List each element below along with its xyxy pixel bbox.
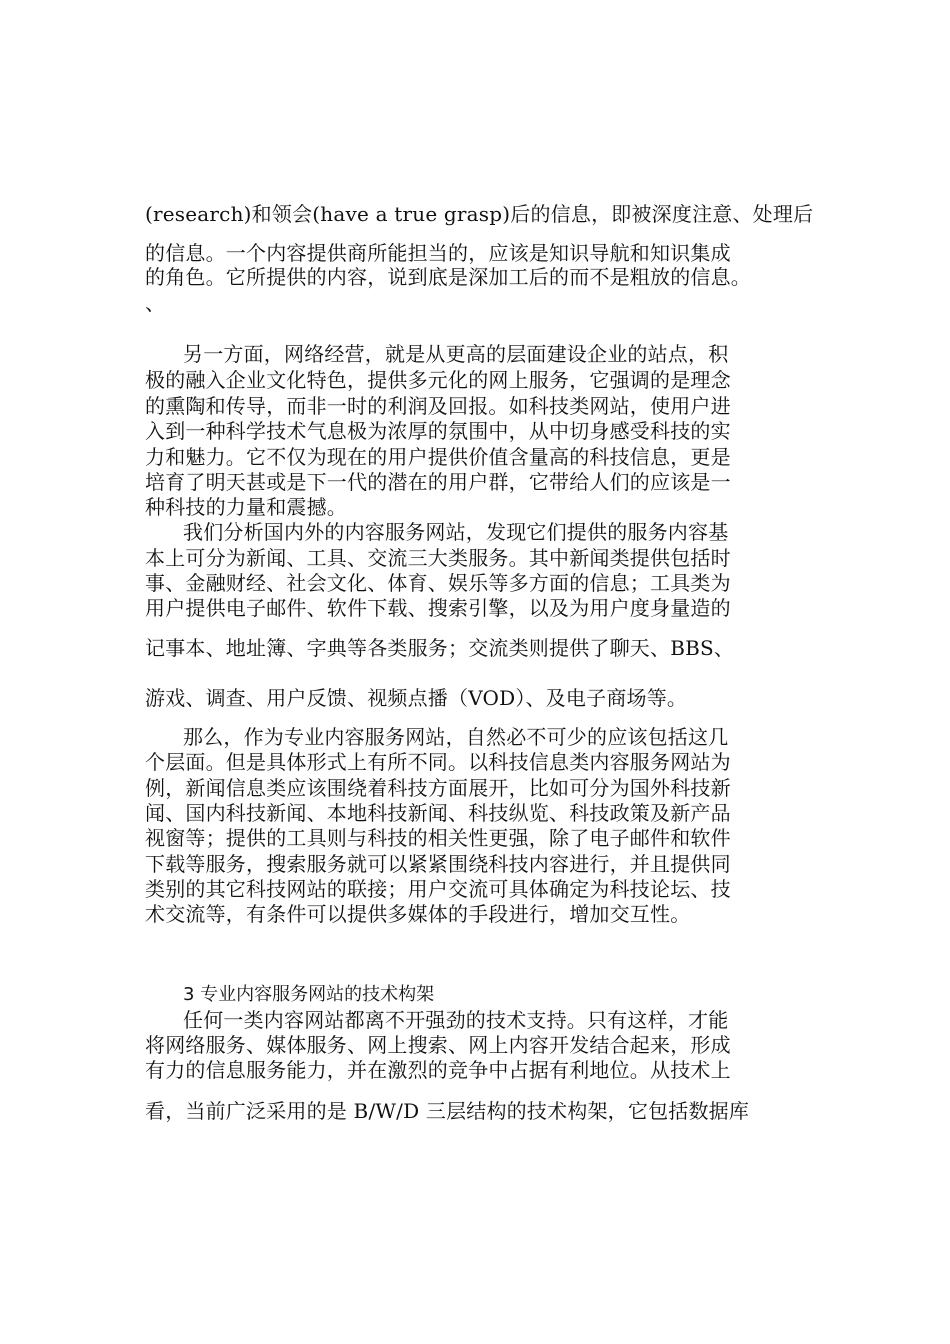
paragraph-4-line-1: 那么，作为专业内容服务网站，自然必不可少的应该包括这几 bbox=[183, 725, 729, 749]
paragraph-4-line-6: 下载等服务，搜索服务就可以紧紧围绕科技内容进行，并且提供同 bbox=[145, 852, 731, 876]
paragraph-3-line-5: 记事本、地址簿、字典等各类服务；交流类则提供了聊天、BBS、 bbox=[145, 636, 735, 660]
paragraph-5-line-2: 将网络服务、媒体服务、网上搜索、网上内容开发结合起来，形成 bbox=[145, 1033, 731, 1057]
paragraph-3-line-2: 本上可分为新闻、工具、交流三大类服务。其中新闻类提供包括时 bbox=[145, 546, 731, 570]
paragraph-5-line-3: 有力的信息服务能力，并在激烈的竞争中占据有利地位。从技术上 bbox=[145, 1058, 731, 1082]
paragraph-3-line-3: 事、金融财经、社会文化、体育、娱乐等多方面的信息；工具类为 bbox=[145, 571, 731, 595]
paragraph-1-line-4: 、 bbox=[145, 291, 166, 315]
paragraph-2-line-7: 种科技的力量和震撼。 bbox=[145, 495, 347, 519]
paragraph-1-line-1: (research)和领会(have a true grasp)后的信息，即被深度注意、处理后 bbox=[145, 202, 814, 226]
paragraph-4-line-5: 视窗等；提供的工具则与科技的相关性更强，除了电子邮件和软件 bbox=[145, 826, 731, 850]
paragraph-4-line-4: 闻、国内科技新闻、本地科技新闻、科技纵览、科技政策及新产品 bbox=[145, 801, 731, 825]
paragraph-2-line-3: 的熏陶和传导，而非一时的利润及回报。如科技类网站，使用户进 bbox=[145, 394, 731, 418]
paragraph-4-line-2: 个层面。但是具体形式上有所不同。以科技信息类内容服务网站为 bbox=[145, 750, 731, 774]
paragraph-4-line-3: 例，新闻信息类应该围绕着科技方面展开，比如可分为国外科技新 bbox=[145, 776, 731, 800]
paragraph-4-line-7: 类别的其它科技网站的联接；用户交流可具体确定为科技论坛、技 bbox=[145, 877, 731, 901]
paragraph-3-line-6: 游戏、调查、用户反馈、视频点播（VOD）、及电子商场等。 bbox=[145, 686, 688, 710]
paragraph-5-line-4: 看，当前广泛采用的是 B/W/D 三层结构的技术构架，它包括数据库 bbox=[145, 1099, 750, 1123]
paragraph-2-line-4: 入到一种科学技术气息极为浓厚的氛围中，从中切身感受科技的实 bbox=[145, 419, 731, 443]
paragraph-2-line-2: 极的融入企业文化特色，提供多元化的网上服务，它强调的是理念 bbox=[145, 368, 731, 392]
paragraph-3-line-4: 用户提供电子邮件、软件下载、搜索引擎，以及为用户度身量造的 bbox=[145, 596, 731, 620]
paragraph-1-line-2: 的信息。一个内容提供商所能担当的，应该是知识导航和知识集成 bbox=[145, 241, 731, 265]
paragraph-1-line-3: 的角色。它所提供的内容，说到底是深加工后的而不是粗放的信息。 bbox=[145, 265, 751, 289]
paragraph-3-line-1: 我们分析国内外的内容服务网站，发现它们提供的服务内容基 bbox=[183, 520, 729, 544]
paragraph-2-line-6: 培育了明天甚或是下一代的潜在的用户群，它带给人们的应该是一 bbox=[145, 470, 731, 494]
paragraph-2-line-5: 力和魅力。它不仅为现在的用户提供价值含量高的科技信息，更是 bbox=[145, 445, 731, 469]
paragraph-4-line-8: 术交流等，有条件可以提供多媒体的手段进行，增加交互性。 bbox=[145, 902, 691, 926]
paragraph-5-line-1: 任何一类内容网站都离不开强劲的技术支持。只有这样，才能 bbox=[183, 1008, 729, 1032]
section-heading: 3 专业内容服务网站的技术构架 bbox=[183, 984, 435, 1005]
paragraph-2-line-1: 另一方面，网络经营，就是从更高的层面建设企业的站点，积 bbox=[183, 342, 729, 366]
